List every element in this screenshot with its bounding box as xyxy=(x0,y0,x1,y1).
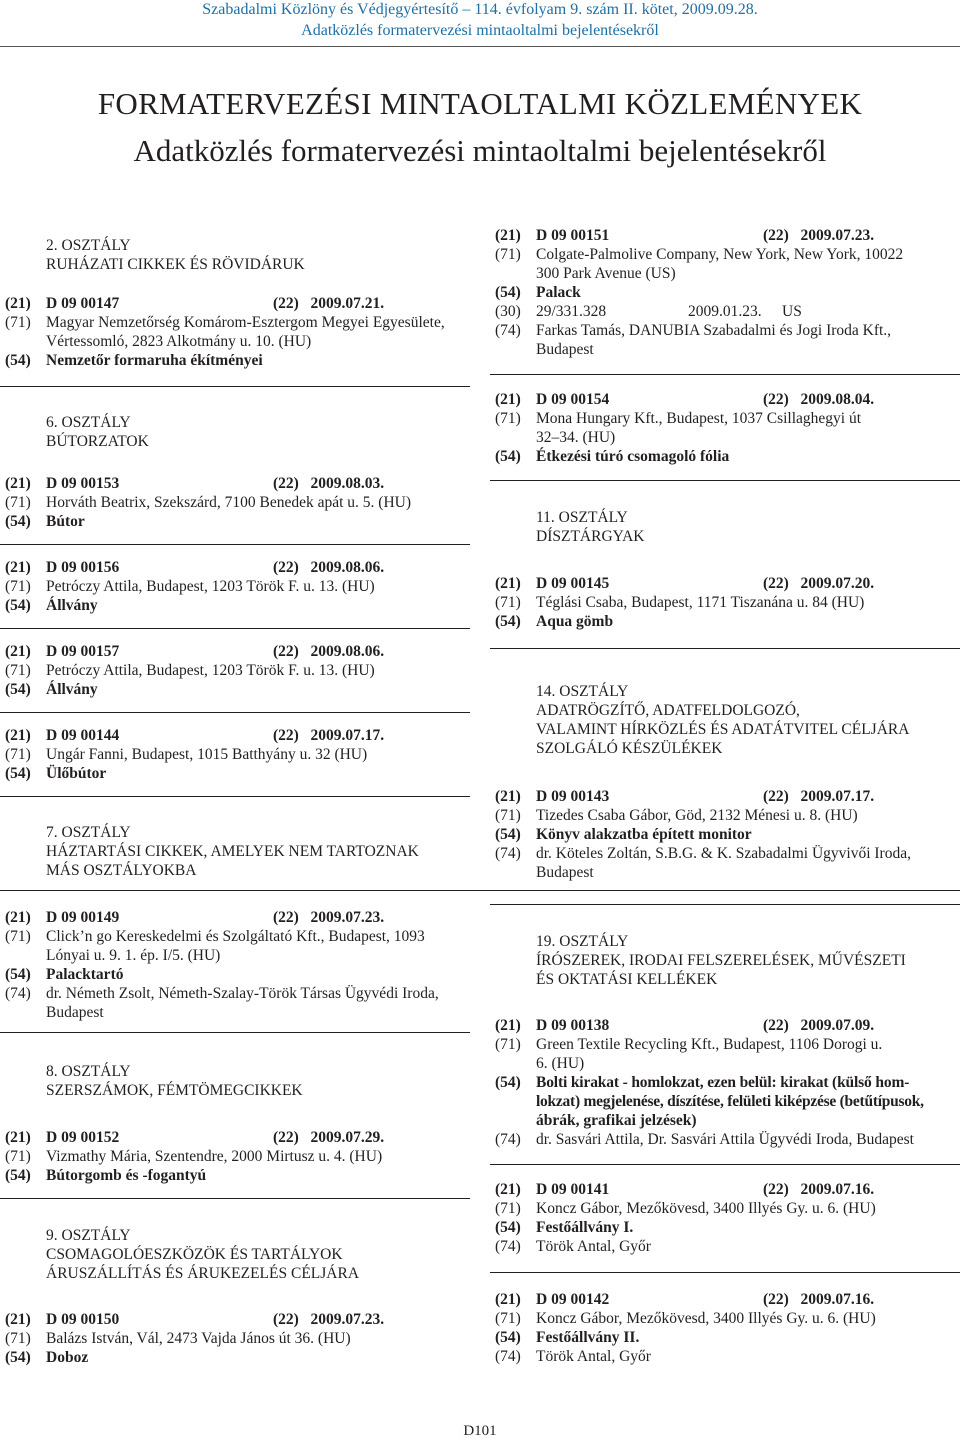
code-54: (54) xyxy=(495,613,521,630)
applicant-cont: 32–34. (HU) xyxy=(536,429,616,446)
code-71: (71) xyxy=(495,1200,521,1217)
code-74: (74) xyxy=(495,1131,521,1148)
code-22: (22) xyxy=(763,391,789,408)
separator xyxy=(490,648,960,649)
representative-cont: Budapest xyxy=(536,864,594,881)
class-heading-19 xyxy=(536,932,906,989)
design-title-cont: ábrák, grafikai jelzések) xyxy=(536,1112,697,1129)
class-heading-14 xyxy=(536,682,909,758)
separator xyxy=(0,386,470,387)
code-54: (54) xyxy=(495,1329,521,1346)
filing-number: D 09 00151 xyxy=(536,227,610,244)
page-number: D101 xyxy=(463,1423,497,1439)
code-22: (22) xyxy=(273,559,299,576)
priority-date: 2009.01.23. xyxy=(688,303,762,320)
code-71: (71) xyxy=(5,1148,31,1165)
code-71: (71) xyxy=(495,807,521,824)
applicant: Click’n go Kereskedelmi és Szolgáltató Kft., Budapest, 1093 xyxy=(46,928,425,945)
class-heading-11 xyxy=(536,508,645,546)
page-title: FORMATERVEZÉSI MINTAOLTALMI KÖZLEMÉNYEK xyxy=(97,86,863,121)
filing-number: D 09 00138 xyxy=(536,1017,610,1034)
applicant-cont: 300 Park Avenue (US) xyxy=(536,265,676,282)
code-21: (21) xyxy=(5,559,31,576)
class-heading-6 xyxy=(46,413,149,451)
record-D0900152 xyxy=(0,1128,470,1185)
design-title: Étkezési túró csomagoló fólia xyxy=(536,448,730,465)
code-54: (54) xyxy=(5,597,31,614)
design-title: Nemzetőr formaruha ékítményei xyxy=(46,352,263,369)
code-22: (22) xyxy=(273,643,299,660)
class-name-cont: VALAMINT HÍRKÖZLÉS ÉS ADATÁTVITEL CÉLJÁRA xyxy=(536,721,910,738)
record-D0900144 xyxy=(0,726,470,783)
filing-number: D 09 00152 xyxy=(46,1129,120,1146)
applicant: Horváth Beatrix, Szekszárd, 7100 Benedek apát u. 5. (HU) xyxy=(46,494,411,511)
code-22: (22) xyxy=(763,1181,789,1198)
code-21: (21) xyxy=(5,1129,31,1146)
code-74: (74) xyxy=(495,322,521,339)
design-title: Ülőbútor xyxy=(46,765,107,782)
code-74: (74) xyxy=(5,985,31,1002)
class-number: 9. OSZTÁLY xyxy=(46,1227,131,1244)
code-71: (71) xyxy=(495,1036,521,1053)
class-number: 7. OSZTÁLY xyxy=(46,824,131,841)
code-21: (21) xyxy=(495,788,521,805)
filing-number: D 09 00144 xyxy=(46,727,120,744)
class-heading-7 xyxy=(46,823,419,880)
record-D0900147 xyxy=(0,294,470,370)
class-number: 8. OSZTÁLY xyxy=(46,1063,131,1080)
representative: dr. Németh Zsolt, Németh-Szalay-Török Társas Ügyvédi Iroda, xyxy=(46,985,439,1002)
filing-number: D 09 00156 xyxy=(46,559,120,576)
code-71: (71) xyxy=(5,578,31,595)
code-21: (21) xyxy=(5,475,31,492)
code-22: (22) xyxy=(763,788,789,805)
class-name: ADATRÖGZÍTŐ, ADATFELDOLGOZÓ, xyxy=(536,702,800,719)
class-name: CSOMAGOLÓESZKÖZÖK ÉS TARTÁLYOK xyxy=(46,1246,343,1263)
applicant: Koncz Gábor, Mezőkövesd, 3400 Illyés Gy. u. 6. (HU) xyxy=(536,1310,876,1327)
filing-date: 2009.07.16. xyxy=(800,1181,875,1198)
code-22: (22) xyxy=(763,575,789,592)
filing-number: D 09 00142 xyxy=(536,1291,610,1308)
class-name-cont: ÁRUSZÁLLÍTÁS ÉS ÁRUKEZELÉS CÉLJÁRA xyxy=(46,1265,360,1282)
class-name: HÁZTARTÁSI CIKKEK, AMELYEK NEM TARTOZNAK xyxy=(46,843,419,860)
design-title: Festőállvány II. xyxy=(536,1329,640,1346)
filing-date: 2009.07.21. xyxy=(310,295,385,312)
separator xyxy=(490,1272,960,1273)
class-name-cont: ÉS OKTATÁSI KELLÉKEK xyxy=(536,971,718,988)
class-name: DÍSZTÁRGYAK xyxy=(536,528,645,545)
class-name: SZERSZÁMOK, FÉMTÖMEGCIKKEK xyxy=(46,1082,303,1099)
journal-header: Szabadalmi Közlöny és Védjegyértesítő – 114. évfolyam 9. szám II. kötet, 2009.09.28. xyxy=(202,1,758,18)
separator xyxy=(0,1198,470,1199)
code-22: (22) xyxy=(273,475,299,492)
applicant: Tizedes Csaba Gábor, Göd, 2132 Ménesi u. 8. (HU) xyxy=(536,807,858,824)
record-D0900149 xyxy=(0,908,470,1022)
code-71: (71) xyxy=(495,410,521,427)
filing-number: D 09 00154 xyxy=(536,391,610,408)
code-54: (54) xyxy=(5,681,31,698)
code-71: (71) xyxy=(495,246,521,263)
header-rule xyxy=(0,46,960,47)
code-71: (71) xyxy=(5,314,31,331)
code-54: (54) xyxy=(495,1074,521,1091)
record-D0900143 xyxy=(490,787,960,882)
design-title: Aqua gömb xyxy=(536,613,614,630)
filing-date: 2009.07.17. xyxy=(800,788,875,805)
code-21: (21) xyxy=(495,1017,521,1034)
separator xyxy=(0,712,470,713)
priority-country: US xyxy=(782,303,802,320)
filing-number: D 09 00143 xyxy=(536,788,610,805)
record-D0900157 xyxy=(0,642,470,699)
applicant-cont: Lónyai u. 9. 1. ép. I/5. (HU) xyxy=(46,947,221,964)
code-22: (22) xyxy=(273,909,299,926)
record-D0900151 xyxy=(490,226,960,359)
design-title: Könyv alakzatba épített monitor xyxy=(536,826,752,843)
code-54: (54) xyxy=(495,448,521,465)
filing-date: 2009.08.04. xyxy=(800,391,875,408)
class-number: 11. OSZTÁLY xyxy=(536,509,628,526)
code-54: (54) xyxy=(5,765,31,782)
filing-date: 2009.07.20. xyxy=(800,575,875,592)
record-D0900154 xyxy=(490,390,960,466)
record-D0900156 xyxy=(0,558,470,615)
class-number: 14. OSZTÁLY xyxy=(536,683,629,700)
code-21: (21) xyxy=(495,1291,521,1308)
code-71: (71) xyxy=(495,1310,521,1327)
representative-cont: Budapest xyxy=(46,1004,104,1021)
class-heading-8 xyxy=(46,1062,303,1100)
design-title: Festőállvány I. xyxy=(536,1219,634,1236)
code-74: (74) xyxy=(495,845,521,862)
code-54: (54) xyxy=(5,1167,31,1184)
design-title: Bolti kirakat - homlokzat, ezen belül: kirakat (külső hom- xyxy=(536,1074,910,1091)
applicant: Mona Hungary Kft., Budapest, 1037 Csillaghegyi út xyxy=(536,410,862,427)
code-71: (71) xyxy=(5,662,31,679)
record-D0900138 xyxy=(490,1016,960,1149)
class-number: 6. OSZTÁLY xyxy=(46,414,131,431)
code-71: (71) xyxy=(5,1330,31,1347)
page-subtitle: Adatközlés formatervezési mintaoltalmi bejelentésekről xyxy=(133,133,827,168)
representative: dr. Sasvári Attila, Dr. Sasvári Attila Ügyvédi Iroda, Budapest xyxy=(536,1131,914,1148)
filing-date: 2009.07.17. xyxy=(310,727,385,744)
design-title: Állvány xyxy=(46,681,98,698)
class-name: BÚTORZATOK xyxy=(46,433,149,450)
code-54: (54) xyxy=(5,352,31,369)
record-D0900142 xyxy=(490,1290,960,1366)
design-title-cont: lokzat) megjelenése, díszítése, felületi kiképzése (betűtípusok, xyxy=(536,1093,924,1110)
class-heading-9 xyxy=(46,1226,359,1283)
design-title: Palack xyxy=(536,284,581,301)
separator xyxy=(0,796,470,797)
code-21: (21) xyxy=(5,909,31,926)
representative-cont: Budapest xyxy=(536,341,594,358)
applicant-cont: Vértessomló, 2823 Alkotmány u. 10. (HU) xyxy=(46,333,312,350)
filing-number: D 09 00141 xyxy=(536,1181,610,1198)
design-title: Bútorgomb és -fogantyú xyxy=(46,1167,207,1184)
class-number: 19. OSZTÁLY xyxy=(536,933,629,950)
representative: Török Antal, Győr xyxy=(536,1238,651,1255)
code-21: (21) xyxy=(5,295,31,312)
applicant: Magyar Nemzetőrség Komárom-Esztergom Megyei Egyesülete, xyxy=(46,314,445,331)
filing-number: D 09 00150 xyxy=(46,1311,120,1328)
applicant: Ungár Fanni, Budapest, 1015 Batthyány u. 32 (HU) xyxy=(46,746,368,763)
applicant: Petróczy Attila, Budapest, 1203 Török F. u. 13. (HU) xyxy=(46,578,375,595)
applicant: Téglási Csaba, Budapest, 1171 Tiszanána u. 84 (HU) xyxy=(536,594,865,611)
filing-number: D 09 00147 xyxy=(46,295,120,312)
separator xyxy=(490,1164,960,1165)
filing-date: 2009.07.23. xyxy=(800,227,875,244)
code-54: (54) xyxy=(495,284,521,301)
class-heading-2 xyxy=(46,236,305,274)
code-22: (22) xyxy=(273,295,299,312)
code-21: (21) xyxy=(5,727,31,744)
filing-number: D 09 00157 xyxy=(46,643,120,660)
applicant: Colgate-Palmolive Company, New York, New York, 10022 xyxy=(536,246,904,263)
code-21: (21) xyxy=(5,1311,31,1328)
applicant: Vizmathy Mária, Szentendre, 2000 Mirtusz u. 4. (HU) xyxy=(46,1148,383,1165)
filing-date: 2009.07.09. xyxy=(800,1017,875,1034)
record-D0900150 xyxy=(0,1310,470,1367)
code-22: (22) xyxy=(273,1129,299,1146)
representative: Farkas Tamás, DANUBIA Szabadalmi és Jogi Iroda Kft., xyxy=(536,322,892,339)
code-71: (71) xyxy=(495,594,521,611)
filing-date: 2009.07.23. xyxy=(310,909,385,926)
code-22: (22) xyxy=(273,727,299,744)
filing-date: 2009.08.06. xyxy=(310,643,385,660)
design-title: Bútor xyxy=(46,513,85,530)
separator xyxy=(0,544,470,545)
design-title: Állvány xyxy=(46,597,98,614)
applicant-cont: 6. (HU) xyxy=(536,1055,585,1072)
code-22: (22) xyxy=(273,1311,299,1328)
class-number: 2. OSZTÁLY xyxy=(46,237,131,254)
code-54: (54) xyxy=(495,1219,521,1236)
filing-date: 2009.07.29. xyxy=(310,1129,385,1146)
applicant: Green Textile Recycling Kft., Budapest, 1106 Dorogi u. xyxy=(536,1036,883,1053)
applicant: Balázs István, Vál, 2473 Vajda János út 36. (HU) xyxy=(46,1330,351,1347)
priority-number: 29/331.328 xyxy=(536,303,607,320)
code-71: (71) xyxy=(5,928,31,945)
record-D0900141 xyxy=(490,1180,960,1256)
filing-number: D 09 00145 xyxy=(536,575,610,592)
filing-date: 2009.07.23. xyxy=(310,1311,385,1328)
design-title: Palacktartó xyxy=(46,966,124,983)
separator xyxy=(490,904,960,905)
code-71: (71) xyxy=(5,746,31,763)
code-21: (21) xyxy=(495,1181,521,1198)
code-54: (54) xyxy=(495,826,521,843)
class-name: ÍRÓSZEREK, IRODAI FELSZERELÉSEK, MŰVÉSZETI xyxy=(536,952,906,969)
code-30: (30) xyxy=(495,303,521,320)
representative: dr. Köteles Zoltán, S.B.G. & K. Szabadalmi Ügyvivői Iroda, xyxy=(536,845,911,862)
code-54: (54) xyxy=(5,1349,31,1366)
separator xyxy=(490,374,960,375)
code-21: (21) xyxy=(495,575,521,592)
code-74: (74) xyxy=(495,1238,521,1255)
separator xyxy=(490,480,960,481)
section-header: Adatközlés formatervezési mintaoltalmi bejelentésekről xyxy=(301,22,659,39)
code-71: (71) xyxy=(5,494,31,511)
design-title: Doboz xyxy=(46,1349,89,1366)
applicant: Koncz Gábor, Mezőkövesd, 3400 Illyés Gy. u. 6. (HU) xyxy=(536,1200,876,1217)
filing-date: 2009.08.06. xyxy=(310,559,385,576)
code-22: (22) xyxy=(763,1017,789,1034)
code-22: (22) xyxy=(763,1291,789,1308)
record-D0900153 xyxy=(0,474,470,531)
applicant: Petróczy Attila, Budapest, 1203 Török F. u. 13. (HU) xyxy=(46,662,375,679)
separator xyxy=(0,1032,470,1033)
code-54: (54) xyxy=(5,966,31,983)
separator xyxy=(0,628,470,629)
representative: Török Antal, Győr xyxy=(536,1348,651,1365)
filing-date: 2009.07.16. xyxy=(800,1291,875,1308)
class-name-cont: MÁS OSZTÁLYOKBA xyxy=(46,862,197,879)
code-22: (22) xyxy=(763,227,789,244)
filing-number: D 09 00149 xyxy=(46,909,120,926)
code-21: (21) xyxy=(495,227,521,244)
full-separator xyxy=(0,890,960,891)
code-21: (21) xyxy=(5,643,31,660)
code-21: (21) xyxy=(495,391,521,408)
code-54: (54) xyxy=(5,513,31,530)
class-name: RUHÁZATI CIKKEK ÉS RÖVIDÁRUK xyxy=(46,256,305,273)
code-74: (74) xyxy=(495,1348,521,1365)
class-name-cont: SZOLGÁLÓ KÉSZÜLÉKEK xyxy=(536,740,723,757)
filing-number: D 09 00153 xyxy=(46,475,120,492)
record-D0900145 xyxy=(490,574,960,631)
filing-date: 2009.08.03. xyxy=(310,475,385,492)
